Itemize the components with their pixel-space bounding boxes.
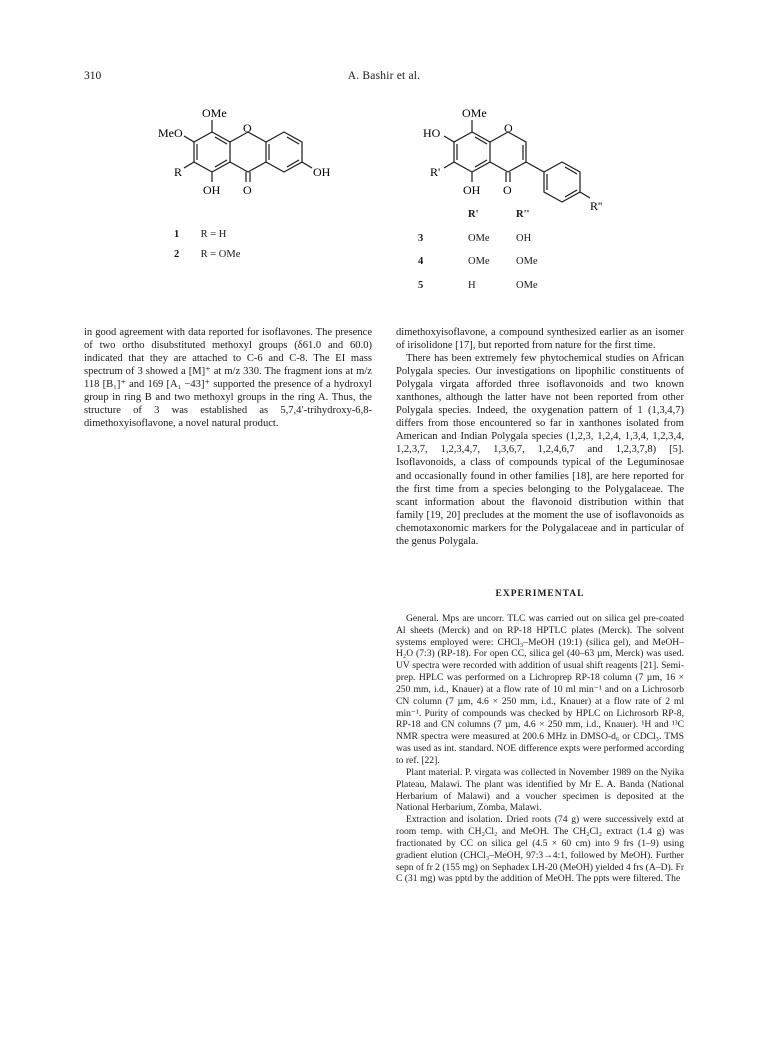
header-r1: R' — [468, 209, 479, 220]
isoflavone-structure — [420, 104, 640, 213]
compound-r2: OH — [516, 232, 532, 244]
left-compound-table — [174, 229, 240, 269]
page-header — [84, 70, 684, 86]
compound-r1: OMe — [468, 256, 490, 267]
label-meo: MeO — [158, 126, 183, 140]
label-ho: HO — [423, 126, 441, 140]
label-ome-top: OMe — [202, 106, 227, 120]
body-paragraph: There has been extremely few phytochemical studies on African Polygala species. Our investigations on lipophilic constituents of Polygala virgata afforded three isoflavonoids and two known xanthones, although the latter have not been reported from other Polygala species. Indeed, the oxygenation pattern of 1 (1,3,4,7) differs from those encountered so far in xanthones isolated from American and Indian Polygala species (1,2,3, 1,2,4, 1,3,4, 1,2,3,4, 1,2,3,7, 1,2,3,4,7, 1,3,6,7, 1,2,4,6,7 and 1,2,3,7,8) [5]. Isoflavonoids, a class of compounds typical of the Leguminosae and occasionally found in other families [18], are here reported for the first time from a species belonging to the Polygalaceae. The scant information about the flavonoid distribution within that family [19, 20] precludes at the moment the use of isoflavonoids as chemotaxonomic markers for the Polygalaceae and in particular of the genus Polygala. — [396, 353, 684, 547]
compound-substituent: R = H — [200, 229, 227, 240]
label-o-carbonyl: O — [503, 183, 512, 197]
compound-number: 3 — [418, 232, 424, 244]
compound-substituent: R = OMe — [200, 249, 241, 260]
label-o-ring: O — [504, 121, 513, 135]
label-o-ring: O — [243, 121, 252, 135]
header-r2: R'' — [516, 209, 530, 220]
compound-number: 1 — [174, 229, 180, 240]
label-oh-bottom: OH — [203, 183, 221, 197]
label-ome-top: OMe — [462, 106, 487, 120]
experimental-section — [396, 613, 684, 885]
compound-number: 2 — [174, 249, 180, 260]
label-r2: R'' — [590, 199, 603, 213]
compound-number: 4 — [418, 256, 424, 267]
page-number: 310 — [84, 70, 102, 82]
label-oh-right: OH — [313, 165, 331, 179]
label-r: R — [174, 165, 183, 179]
compound-r1: OMe — [468, 232, 490, 244]
experimental-paragraph: Extraction and isolation. Dried roots (74 g) were successively extd at room temp. with CH₂Cl₂ and MeOH. The CH₂Cl₂ extract (1.4 g) was fractionated by CC on silica gel (4.5 × 60 cm) into 9 frs (1–9) using gradient elution (CHCl₃–MeOH, 97:3→4:1, followed by MeOH). Further sepn of fr 2 (155 mg) on Sephadex LH-20 (MeOH) yielded 4 frs (A–D). Fr C (31 mg) was pptd by the addition of MeOH. The ppts were filtered. The — [396, 814, 685, 885]
left-text-column — [84, 326, 372, 430]
right-text-column — [396, 326, 684, 885]
body-paragraph: in good agreement with data reported for isoflavones. The presence of two ortho disubstituted methoxyl groups (δ61.0 and 60.0) indicated that they are attached to C-6 and C-8. The EI mass spectrum of 3 showed a [M]⁺ at m/z 330. The fragment ions at m/z 118 [B₁]⁺ and 169 [A₁ −43]⁺ supported the presence of a hydroxyl group in ring B and two methoxyl groups in the ring A. Thus, the structure of 3 was established as 5,7,4′-trihydroxy-6,8-dimethoxyisoflavone, a novel natural product. — [84, 327, 372, 430]
compound-r2: OMe — [516, 279, 538, 291]
compound-number: 5 — [418, 279, 424, 291]
compound-r1: H — [468, 279, 476, 291]
section-heading-experimental: EXPERIMENTAL — [495, 588, 585, 599]
compound-r2: OMe — [516, 256, 538, 267]
experimental-paragraph: General. Mps are uncorr. TLC was carried out on silica gel pre-coated Al sheets (Merck) and on RP-18 HPTLC plates (Merck). The solvent systems employed were: CHCl₃–MeOH (19:1) (silica gel), and MeOH–H₂O (7:3) (RP-18). For open CC, silica gel (40–63 µm, Merck) was used. UV spectra were recorded with addition of usual shift reagents [21]. Semi-prep. HPLC was performed on a Lichroprep RP-18 column (7 µm, 16 × 250 mm, i.d., Knauer) at a flow rate of 10 ml min⁻¹ and on a Lichrosorb CN column (7 µm, 4.6 × 250 mm, i.d., Knauer) at a flow rate of 2 ml min⁻¹. Purity of compounds was checked by HPLC on Lichrosorb RP-8, RP-18 and CN columns (7 µm, 4.6 × 250 mm, i.d., Knauer). ¹H and ¹³C NMR spectra were measured at 200.6 MHz in DMSO-d₆ or CDCl₃. TMS was used as int. standard. NOE difference expts were performed according to ref. [22]. — [396, 612, 684, 766]
label-o-carbonyl: O — [243, 183, 252, 197]
compound-row — [174, 229, 240, 249]
compound-row — [174, 249, 240, 269]
body-paragraph: dimethoxyisoflavone, a compound synthesized earlier as an isomer of irisolidone [17], but reported from nature for the first time. — [396, 327, 684, 352]
label-oh-bottom: OH — [463, 183, 481, 197]
xanthone-structure — [150, 104, 370, 204]
experimental-paragraph: Plant material. P. virgata was collected in November 1989 on the Nyika Plateau, Malawi. The plant was identified by Mr E. A. Banda (National Herbarium of Malawi) and a voucher specimen is deposited at the National Herbarium, Zomba, Malawi. — [396, 766, 684, 814]
running-title: A. Bashir et al. — [347, 70, 421, 82]
label-r1: R' — [430, 165, 441, 179]
